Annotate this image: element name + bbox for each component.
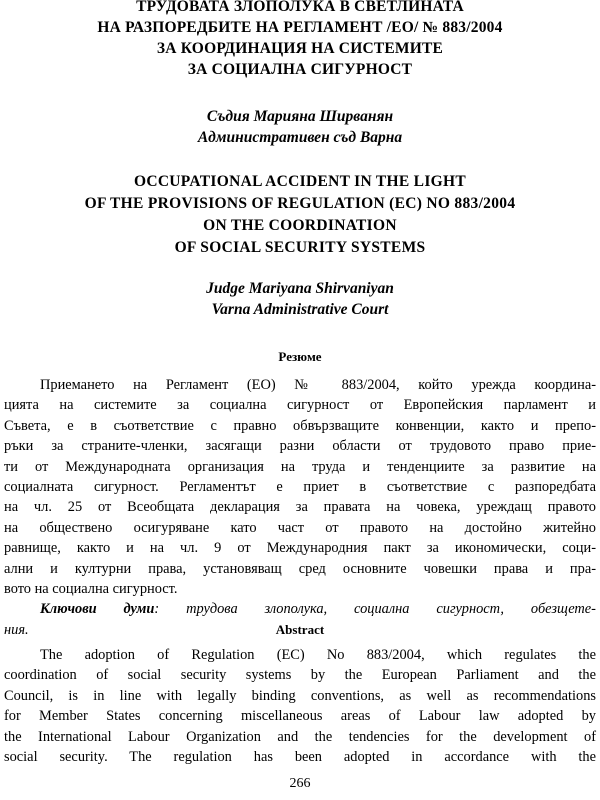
title-bg-line: ЗА СОЦИАЛНА СИГУРНОСТ [187, 61, 413, 78]
abstract-line: for Member States concerning miscellaneous areas of Labour law adopted by [4, 708, 596, 725]
title-bulgarian [0, 0, 600, 80]
resume-line: цията на системите за социална сигурност от Европейския парламент и [4, 397, 596, 414]
author-bg-name: Съдия Марияна Ширванян [206, 108, 394, 125]
keywords-text-cont: ния. [4, 621, 29, 638]
title-en-line: OCCUPATIONAL ACCIDENT IN THE LIGHT [133, 173, 467, 190]
abstract-line: the International Labour Organization and the tendencies for the development of [4, 728, 596, 745]
resume-paragraph [4, 375, 596, 640]
abstract-line: The adoption of Regulation (EC) No 883/2004, which regulates the [40, 647, 596, 663]
author-en-name: Judge Mariyana Shirvaniyan [206, 280, 394, 297]
author-bg-court: Административен съд Варна [197, 129, 403, 146]
resume-line: социалната сигурност. Регламентът е приет в съответствие с разпоредбата [4, 479, 596, 496]
resume-line: вото на социална сигурност. [4, 581, 178, 598]
author-english [0, 278, 600, 320]
author-bulgarian [0, 106, 600, 148]
resume-line: Приемането на Регламент (ЕО) № 883/2004, който урежда координа- [40, 377, 596, 393]
title-bg-line: НА РАЗПОРЕДБИТЕ НА РЕГЛАМЕНТ /ЕО/ № 883/2004 [97, 19, 503, 36]
resume-line: ръки за страните-членки, засягащи разни области от трудовото право прие- [4, 438, 596, 455]
title-bg-line: ТРУДОВАТА ЗЛОПОЛУКА В СВЕТЛИНАТА [136, 0, 464, 15]
abstract-heading: Abstract [275, 622, 325, 637]
resume-line: Съвета, е в съответствие с правно обвързващите конвенции, както и препо- [4, 417, 596, 434]
keywords-label: Ключови думи [40, 601, 155, 618]
resume-heading: Резюме [278, 349, 322, 364]
author-en-court: Varna Administrative Court [211, 301, 389, 318]
title-en-line: ON THE COORDINATION [203, 217, 397, 234]
abstract-line: Council, is in line with legally binding conventions, as well as recommendations [4, 687, 596, 704]
resume-line: ални и културни права, установяващ сред основните човешки права и пра- [4, 560, 596, 577]
title-en-line: OF SOCIAL SECURITY SYSTEMS [174, 239, 426, 256]
title-english [0, 171, 600, 259]
resume-line: равнище, както и на чл. 9 от Международния пакт за икономически, соци- [4, 540, 596, 557]
abstract-line: coordination of social security systems by the European Parliament and the [4, 667, 596, 684]
abstract-line: social security. The regulation has been adopted in accordance with the [4, 749, 596, 766]
resume-line: на чл. 25 от Всеобщата декларация за правата на човека, уреждащ правото [4, 499, 596, 516]
keywords-text: : трудова злополука, социална сигурност, обезщете- [154, 601, 596, 618]
abstract-paragraph [4, 645, 596, 767]
page-number: 266 [289, 776, 311, 791]
resume-line: ти от Международната организация на труда и тенденциите за развитие на [4, 458, 596, 475]
keywords-line [4, 599, 596, 619]
title-bg-line: ЗА КООРДИНАЦИЯ НА СИСТЕМИТЕ [156, 40, 444, 57]
title-en-line: OF THE PROVISIONS OF REGULATION (EC) NO 883/2004 [84, 195, 516, 212]
resume-line: на обществено осигуряване като част от правото на достойно житейно [4, 519, 596, 536]
